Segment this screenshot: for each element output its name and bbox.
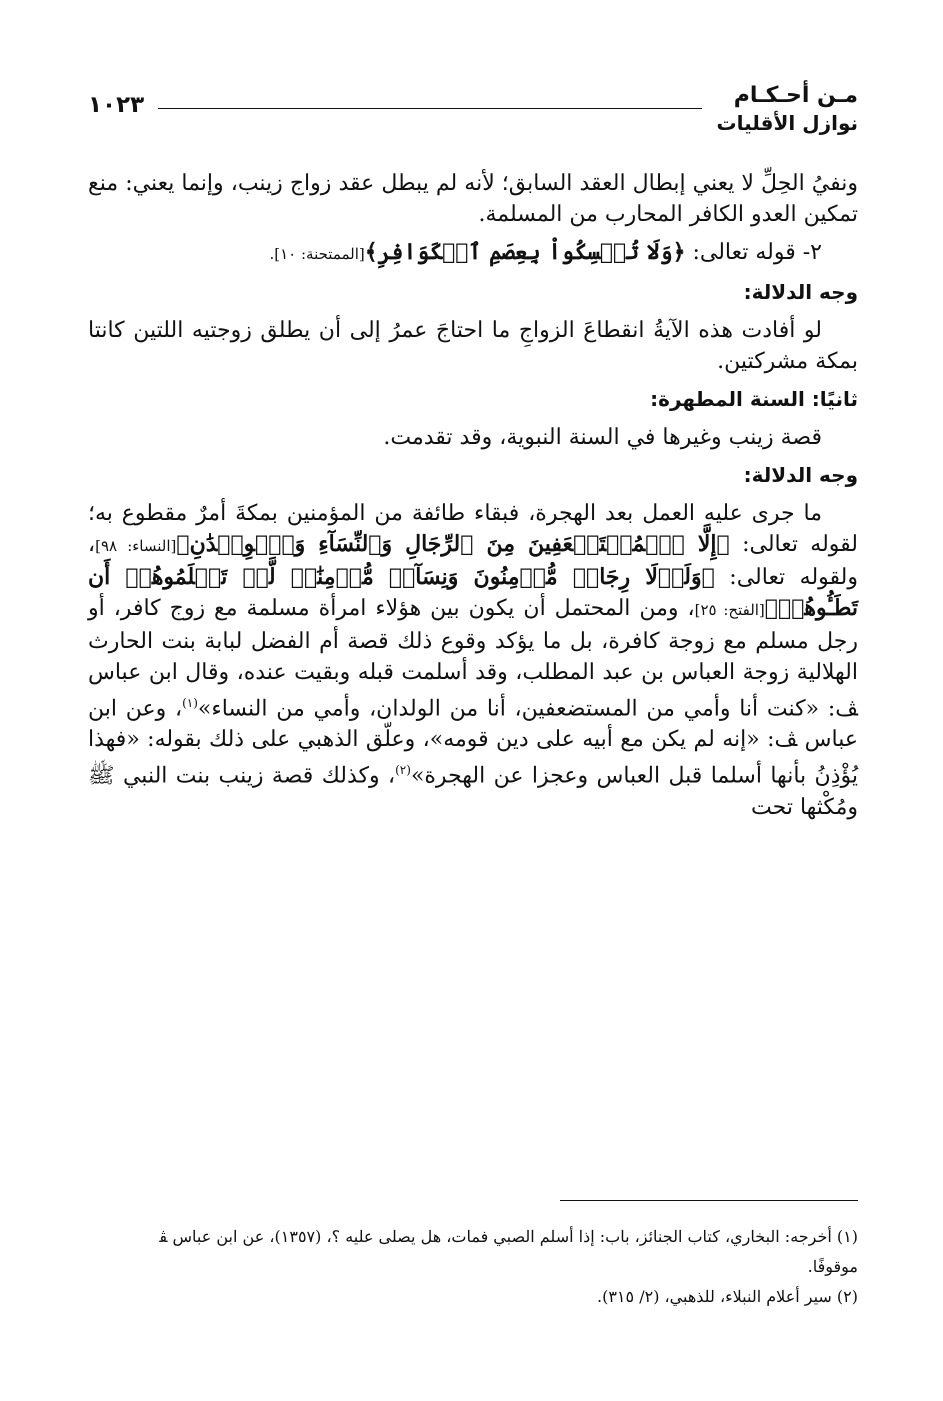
quran-verse: ﴿وَلَا تُمۡسِكُواْ بِعِصَمِ ٱلۡكَوَافِرِ﴾: [364, 239, 686, 265]
running-title-line1: مـن أحـكـام: [733, 83, 858, 108]
page-number: ١٠٢٣: [88, 92, 145, 118]
text-run: ، ولقوله تعالى:: [88, 532, 858, 590]
page-header: [88, 82, 858, 144]
paragraph-verse-2: [88, 237, 858, 270]
footnote-2: (٢) سير أعلام النبلاء، للذهبي، (٢/ ٣١٥).: [597, 1287, 858, 1306]
text-run: ، وعن ابن عباس ﭫ: «إنه لم يكن مع أبيه على دين قومه»، وعلّق الذهبي على ذلك بقوله: «فهذا يُؤْذِنُ بأنها أسلما قبل العباس وعجزا عن الهجرة»: [88, 696, 858, 789]
section-heading-3: وجه الدلالة:: [743, 463, 858, 487]
text-run: ، ومن المحتمل أن يكون بين هؤلاء امرأة مسلمة مع زوج كافر، أو رجل مسلم مع زوجة كافرة، بل ما يؤكد وقوع ذلك قصة أم الفضل لبابة بنت الحارث الهلالية زوجة العباس بن عبد المطلب، وقد أسلمت قبله وبقيت عنده، وقال ابن عباس ﭫ: «كنت أنا وأمي من المستضعفين، أنا من الولدان، وأمي من النساء»: [88, 596, 858, 722]
paragraph-5: [88, 498, 858, 823]
paragraph-3: لو أفادت هذه الآيةُ انقطاعَ الزواجِ ما احتاجَ عمرُ إلى أن يطلق زوجتيه اللتين كانتا بمكة مشركتين.: [88, 318, 858, 374]
verse-citation-1: [النساء: ٩٨]: [95, 537, 177, 555]
paragraph-4: قصة زينب وغيرها في السنة النبوية، وقد تقدمت.: [383, 425, 822, 450]
verse-citation-2: [الفتح: ٢٥]: [694, 601, 765, 619]
footnote-divider: [560, 1200, 858, 1201]
footnote-ref-2[interactable]: (٢): [395, 763, 411, 778]
footnote-1: (١) أخرجه: البخاري، كتاب الجنائز، باب: إذا أسلم الصبي فمات، هل يصلى عليه ؟، (١٣٥٧)، عن ابن عباس ﭭ: [159, 1227, 858, 1246]
footnote-ref-1[interactable]: (١): [182, 696, 198, 710]
header-rule: [158, 108, 702, 109]
quran-verse-2: ﴿وَلَوۡلَا رِجَالٞ مُّؤۡمِنُونَ وَنِسَآءٞ مُّؤۡمِنَٰتٞ لَّمۡ تَعۡلَمُوهُمۡ أَن تَطَـُٔوهُمۡ﴾: [88, 564, 858, 621]
footnotes: [88, 1222, 858, 1312]
text-run: ، وكذلك قصة زينب بنت النبي ﷺ ومُكْثها تحت: [88, 763, 858, 820]
page-body: [88, 168, 858, 823]
running-title-line2: نوازل الأقليات: [716, 111, 858, 135]
running-title: [716, 82, 858, 136]
quran-verse-1: ﴿إِلَّا ٱلۡمُسۡتَضۡعَفِينَ مِنَ ٱلرِّجَالِ وَٱلنِّسَآءِ وَٱلۡوِلۡدَٰنِ﴾: [176, 531, 730, 557]
section-heading-1: وجه الدلالة:: [743, 280, 858, 304]
paragraph-1: ونفيُ الحِلِّ لا يعني إبطال العقد السابق؛ لأنه لم يبطل عقد زواج زينب، وإنما يعني: منع تمكين العدو الكافر المحارب من المسلمة.: [88, 171, 858, 227]
text-run: ما جرى عليه العمل بعد الهجرة، فبقاء طائفة من المؤمنين بمكةَ أمرٌ مقطوع به؛ لقوله تعالى:: [88, 501, 858, 557]
footnote-1-continued: موقوفًا.: [807, 1257, 858, 1276]
section-heading-2: ثانيًا: السنة المطهرة:: [650, 387, 858, 411]
verse-intro: ٢- قوله تعالى:: [685, 240, 822, 265]
verse-citation: [الممتحنة: ١٠].: [269, 245, 365, 263]
